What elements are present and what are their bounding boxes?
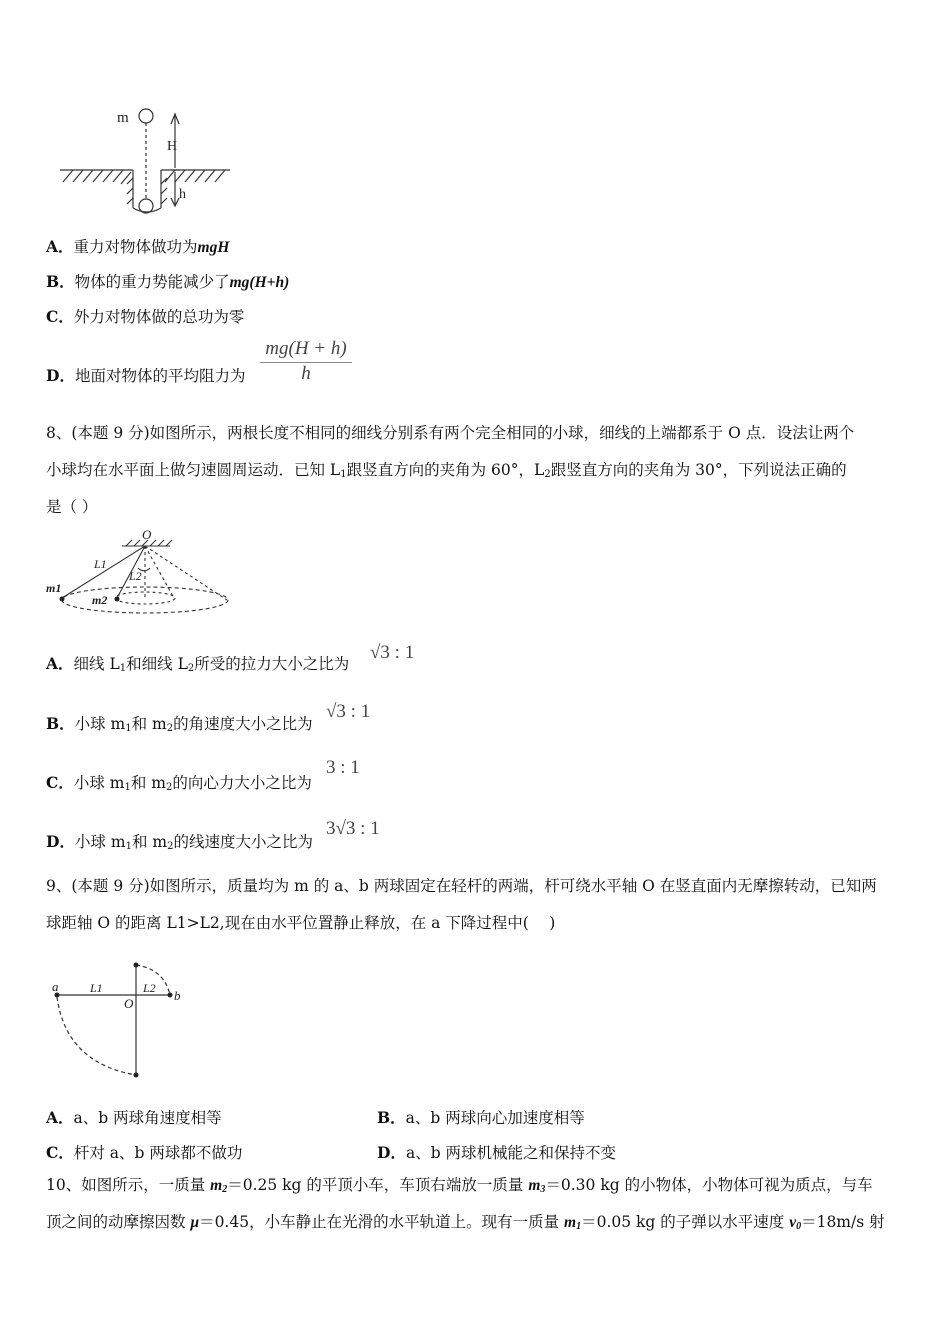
q9-fig-O: O: [124, 996, 134, 1011]
q9-option-c-text: 杆对 a、b 两球都不做功: [73, 1144, 243, 1162]
q9-option-d-text: a、b 两球机械能之和保持不变: [405, 1144, 617, 1162]
q9-option-a-text: a、b 两球角速度相等: [73, 1109, 222, 1127]
q7-option-c-text: 外力对物体做的总功为零: [73, 308, 245, 326]
q7-option-c-label: C．: [46, 307, 74, 326]
q10-stem-line2: [46, 1212, 885, 1237]
q8-option-c-t1: 小球 m: [73, 774, 125, 792]
q10-l1a: 10、如图所示，一质量: [46, 1176, 211, 1194]
q7-fig-H: H: [167, 139, 178, 154]
q8-stem-line2: [46, 460, 847, 485]
q7-fraction-denominator: h: [301, 363, 311, 384]
q8-option-b-expr: √3 : 1: [326, 701, 371, 722]
q8-fig-L1: L1: [94, 557, 107, 571]
q8-option-d-sub2: 2: [167, 841, 174, 852]
q9-option-b-label: B．: [377, 1108, 406, 1127]
q8-fig-L2: L2: [129, 569, 142, 583]
q7-option-d-fraction: [260, 338, 352, 385]
q8-option-c-t3: 的向心力大小之比为: [172, 774, 312, 792]
q9-option-d-label: D．: [377, 1143, 406, 1162]
q8-option-c-label: C．: [46, 773, 74, 792]
q8-option-c-sub1: 1: [124, 782, 131, 793]
q9-option-a: [46, 1106, 222, 1128]
q10-l1b: ＝0.25 kg 的平顶小车，车顶右端放一质量: [227, 1176, 529, 1194]
q8-figure: [42, 528, 242, 628]
q8-option-b-sub2: 2: [166, 723, 174, 734]
q9-stem-line2: 球距轴 O 的距离 L1>L2,现在由水平位置静止释放，在 a 下降过程中( ): [46, 914, 556, 932]
q9-figure: [46, 955, 196, 1085]
q8-stem2a: 小球均在水平面上做匀速圆周运动．已知 L: [46, 461, 341, 479]
q7-option-b: [46, 270, 289, 292]
q8-stem-line3: 是（ ）: [46, 498, 98, 516]
q9-fig-L2: L2: [143, 981, 156, 995]
q7-option-b-text: 物体的重力势能减少了: [74, 273, 230, 291]
q8-option-a-t1: 细线 L: [73, 655, 120, 673]
q7-option-d-label: D．: [46, 366, 75, 385]
q9-option-a-label: A．: [46, 1108, 74, 1127]
q9-fig-L1: L1: [90, 981, 103, 995]
q8-option-b-t3: 的角速度大小之比为: [173, 715, 313, 733]
q8-option-d-t1: 小球 m: [74, 833, 126, 851]
q8-option-a-sub2: 2: [187, 663, 195, 674]
q8-option-c-t2: 和 m: [130, 774, 166, 792]
q7-option-c: [46, 305, 244, 327]
q9-fig-a: a: [52, 979, 59, 994]
q7-fig-m: m: [117, 110, 129, 126]
q8-stem2c: 跟竖直方向的夹角为 30°，下列说法正确的: [550, 461, 847, 479]
q7-figure: [55, 100, 245, 220]
q10-v0-sub: 0: [796, 1221, 802, 1232]
q8-option-b-t2: 和 m: [131, 715, 167, 733]
q10-v0: v: [789, 1214, 797, 1231]
q10-l2c: ＝0.05 kg 的子弹以水平速度: [581, 1213, 790, 1231]
q10-m2-sub: 2: [222, 1184, 228, 1195]
q8-stem-sub1: 1: [340, 469, 347, 480]
q8-fig-m2: m2: [92, 593, 108, 607]
q7-option-b-math: mg(H+h): [229, 274, 290, 291]
q8-option-d-t2: 和 m: [131, 833, 168, 851]
q8-option-d: [46, 830, 313, 852]
q8-option-d-expr: 3√3 : 1: [326, 818, 380, 839]
q8-stem2b: 跟竖直方向的夹角为 60°，L: [346, 461, 545, 479]
q8-fig-m1: m1: [46, 581, 62, 595]
q9-stem-line1: 9、(本题 9 分)如图所示，质量均为 m 的 a、b 两球固定在轻杆的两端，杆可绕水平轴 O 在竖直面内无摩擦转动，已知两: [46, 877, 877, 895]
q9-option-b-text: a、b 两球向心加速度相等: [405, 1109, 585, 1127]
q9-option-c: [46, 1141, 242, 1163]
q8-option-d-label: D．: [46, 832, 75, 851]
q10-m1: m: [564, 1214, 577, 1231]
q8-option-a-t2: 和细线 L: [126, 655, 188, 673]
q10-l2b: ＝0.45，小车静止在光滑的水平轨道上。现有一质量: [199, 1213, 565, 1231]
q9-fig-b: b: [174, 988, 181, 1003]
q9-option-d: [377, 1141, 616, 1163]
q10-stem-line1: [46, 1175, 873, 1200]
q7-option-a: [46, 235, 229, 257]
q10-l1c: ＝0.30 kg 的小物体，小物体可视为质点，与车: [545, 1176, 873, 1194]
q9-option-c-label: C．: [46, 1143, 74, 1162]
q10-mu: μ: [190, 1214, 200, 1231]
q7-fraction-numerator: mg(H + h): [260, 338, 352, 363]
q7-option-b-label: B．: [46, 272, 75, 291]
q10-l2a: 顶之间的动摩擦因数: [46, 1213, 191, 1231]
q7-fig-h: h: [179, 187, 186, 202]
q10-m3: m: [528, 1177, 541, 1194]
q8-option-a-expr: √3 : 1: [370, 642, 415, 663]
q8-option-c-expr: 3 : 1: [326, 757, 360, 778]
q10-m3-sub: 3: [540, 1184, 546, 1195]
q7-option-a-label: A．: [46, 237, 74, 256]
q10-l2d: ＝18m/s 射: [801, 1213, 885, 1231]
q7-option-a-text: 重力对物体做功为: [73, 238, 198, 256]
q8-option-b-sub1: 1: [125, 723, 132, 734]
q8-option-a: [46, 652, 349, 674]
q8-option-b-t1: 小球 m: [74, 715, 126, 733]
q8-option-c-sub2: 2: [165, 782, 173, 793]
q8-option-d-t3: 的线速度大小之比为: [173, 833, 313, 851]
q10-m2: m: [210, 1177, 223, 1194]
q8-option-b-label: B．: [46, 714, 75, 733]
q10-m1-sub: 1: [576, 1221, 582, 1232]
q8-option-a-sub1: 1: [119, 663, 127, 674]
q8-option-b: [46, 712, 313, 734]
q8-option-d-sub1: 1: [125, 841, 132, 852]
q8-option-a-label: A．: [46, 654, 74, 673]
q8-stem-line1: 8、(本题 9 分)如图所示，两根长度不相同的细线分别系有两个完全相同的小球，细线的上端都系于 O 点．设法让两个: [46, 424, 855, 442]
q9-option-b: [377, 1106, 585, 1128]
q8-fig-O: O: [142, 528, 152, 542]
q8-stem-sub2: 2: [544, 469, 551, 480]
q7-option-d-text: 地面对物体的平均阻力为: [74, 367, 246, 385]
q8-option-c: [46, 771, 312, 793]
q7-option-a-math: mgH: [197, 239, 230, 256]
q8-option-a-t3: 所受的拉力大小之比为: [194, 655, 350, 673]
q7-option-d: [46, 364, 245, 386]
